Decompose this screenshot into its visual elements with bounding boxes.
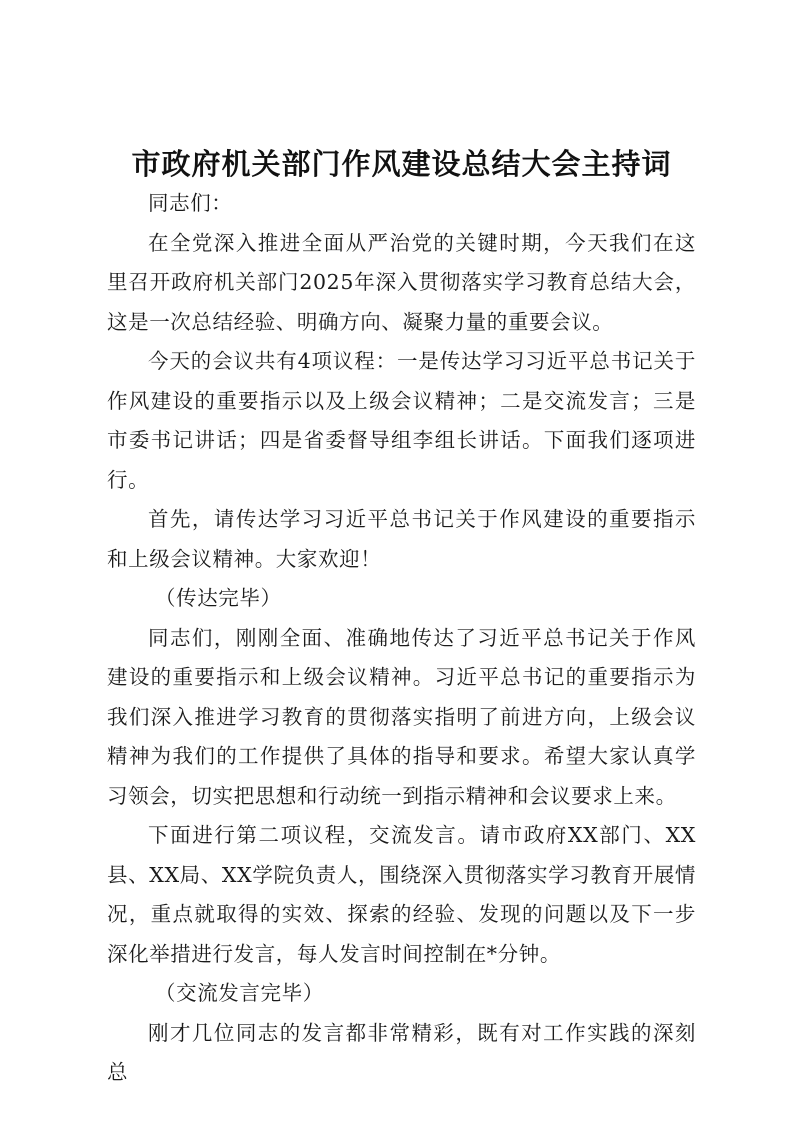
stage-note: （交流发言完毕） xyxy=(155,981,324,1005)
document-page xyxy=(107,142,696,1093)
agenda-paragraph: 今天的会议共有4项议程：一是传达学习习近平总书记关于作风建设的重要指示以及上级会议精神；二是交流发言；三是市委书记讲话；四是省委督导组李组长讲话。下面我们逐项进行。 xyxy=(107,349,696,492)
summary-paragraph: 同志们，刚刚全面、准确地传达了习近平总书记关于作风建设的重要指示和上级会议精神。习近平总书记的重要指示为我们深入推进学习教育的贯彻落实指明了前进方向，上级会议精神为我们的工作提供了具体的指导和要求。希望大家认真学习领会，切实把思想和行动统一到指示精神和会议要求上来。 xyxy=(107,625,696,808)
salutation-paragraph: 同志们： xyxy=(148,191,233,215)
comment-paragraph: 刚才几位同志的发言都非常精彩，既有对工作实践的深刻总 xyxy=(107,1020,696,1084)
stage-note: （传达完毕） xyxy=(155,586,282,610)
first-item-paragraph: 首先，请传达学习习近平总书记关于作风建设的重要指示和上级会议精神。大家欢迎！ xyxy=(107,507,696,571)
document-title: 市政府机关部门作风建设总结大会主持词 xyxy=(131,147,672,181)
opening-paragraph: 在全党深入推进全面从严治党的关键时期，今天我们在这里召开政府机关部门2025年深入贯彻落实学习教育总结大会，这是一次总结经验、明确方向、凝聚力量的重要会议。 xyxy=(107,230,696,334)
second-item-paragraph: 下面进行第二项议程，交流发言。请市政府XX部门、XX县、XX局、XX学院负责人，围绕深入贯彻落实学习教育开展情况，重点就取得的实效、探索的经验、发现的问题以及下一步深化举措进行发言，每人发言时间控制在*分钟。 xyxy=(107,823,696,966)
